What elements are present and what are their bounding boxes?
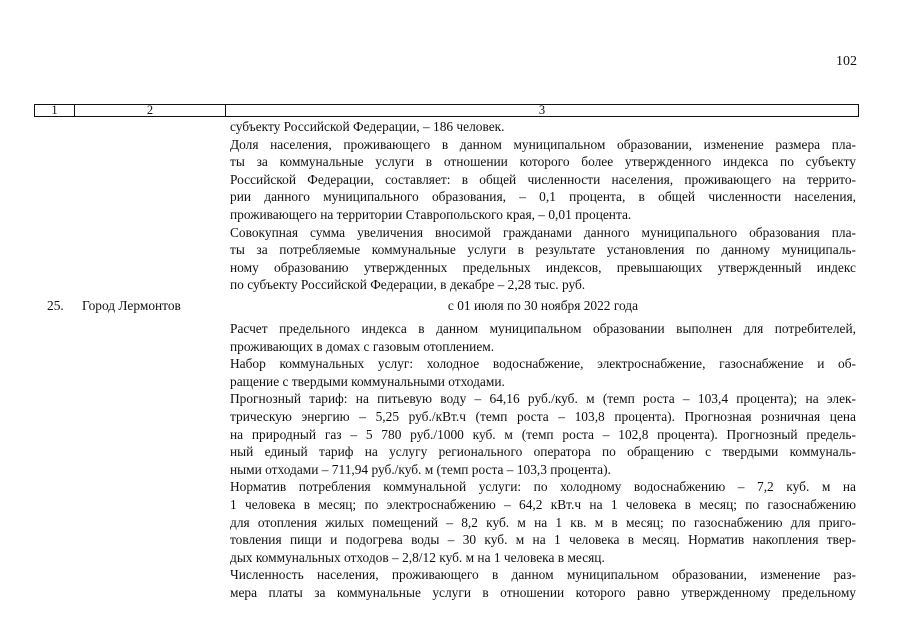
text-line: проживающего на территории Ставропольского края, – 0,01 процента.: [230, 206, 632, 222]
text-line: Прогнозный тариф: на питьевую воду – 64,16 руб./куб. м (темп роста – 103,4 процента); на элек-: [230, 391, 856, 407]
text-line: Норматив потребления коммунальной услуги: по холодному водоснабжению – 7,2 куб. м на: [230, 479, 856, 495]
text-line: рии данного муниципального образования, – 0,1 процента, в общей численности населения,: [230, 189, 856, 205]
text-line: на природный газ – 5 780 руб./1000 куб. м (темп роста – 102,8 процента). Прогнозный предель-: [230, 426, 856, 442]
table-header-row: [34, 104, 859, 117]
text-line: ращение с твердыми коммунальными отходами.: [230, 373, 505, 389]
table-header-col2: 2: [75, 105, 226, 116]
text-line: по субъекту Российской Федерации, в декабре – 2,28 тыс. руб.: [230, 277, 586, 293]
entry-name: Город Лермонтов: [82, 298, 181, 313]
text-line: ты за коммунальные услуги в отношении которого более утвержденного индекса по субъекту: [230, 154, 856, 170]
text-line: ты за потребляемые коммунальные услуги в результате установления по данному муниципаль-: [230, 242, 856, 258]
text-line: мера платы за коммунальные услуги в отношении которого равно утвержденному предельному: [230, 584, 856, 600]
text-line: Совокупная сумма увеличения вносимой гражданами данного муниципального образования пла-: [230, 224, 856, 240]
table-header-col1: 1: [35, 105, 75, 116]
entry-number: 25.: [47, 298, 64, 313]
table-header-col3: 3: [538, 103, 546, 117]
text-line: Численность населения, проживающего в данном муниципальном образовании, изменение раз-: [230, 567, 856, 583]
text-line: 1 человека в месяц; по электроснабжению – 64,2 кВт.ч на 1 человека в месяц; по газоснабжению: [230, 496, 856, 512]
text-line: ному образованию утвержденных предельных индексов, превышающих утвержденный индекс: [230, 259, 856, 275]
text-line: Набор коммунальных услуг: холодное водоснабжение, электроснабжение, газоснабжение и об-: [230, 356, 856, 372]
page-number: 102: [836, 54, 857, 69]
text-line: ный единый тариф на услугу регионального оператора по обращению с твердыми коммуналь-: [230, 444, 856, 460]
text-line: Расчет предельного индекса в данном муниципальном образовании выполнен для потребителей,: [230, 321, 856, 336]
text-line: Российской Федерации, составляет: в общей численности населения, проживающего на террито-: [230, 171, 856, 187]
text-line: трическую энергию – 5,25 руб./кВт.ч (темп роста – 103,8 процента). Прогнозная розничная цена: [230, 408, 856, 424]
text-line: товления пищи и подогрева воды – 30 куб. м на 1 человека в месяц. Норматив накопления твер-: [230, 532, 856, 548]
text-line: субъекту Российской Федерации, – 186 человек.: [230, 119, 505, 134]
entry-period: с 01 июля по 30 ноября 2022 года: [447, 298, 639, 313]
text-line: для отопления жилых помещений – 8,2 куб. м на 1 кв. м в месяц; по газоснабжению для приго-: [230, 514, 856, 530]
text-line: дых коммунальных отходов – 2,8/12 куб. м на 1 человека в месяц.: [230, 549, 605, 565]
text-line: ными отходами – 711,94 руб./куб. м (темп роста – 103,3 процента).: [230, 461, 611, 477]
text-line: проживающих в домах с газовым отоплением.: [230, 338, 495, 354]
text-line: Доля населения, проживающего в данном муниципальном образовании, изменение размера пла-: [230, 136, 856, 152]
text-block-entry-25: [230, 320, 856, 602]
text-block-continuation: [230, 118, 856, 294]
